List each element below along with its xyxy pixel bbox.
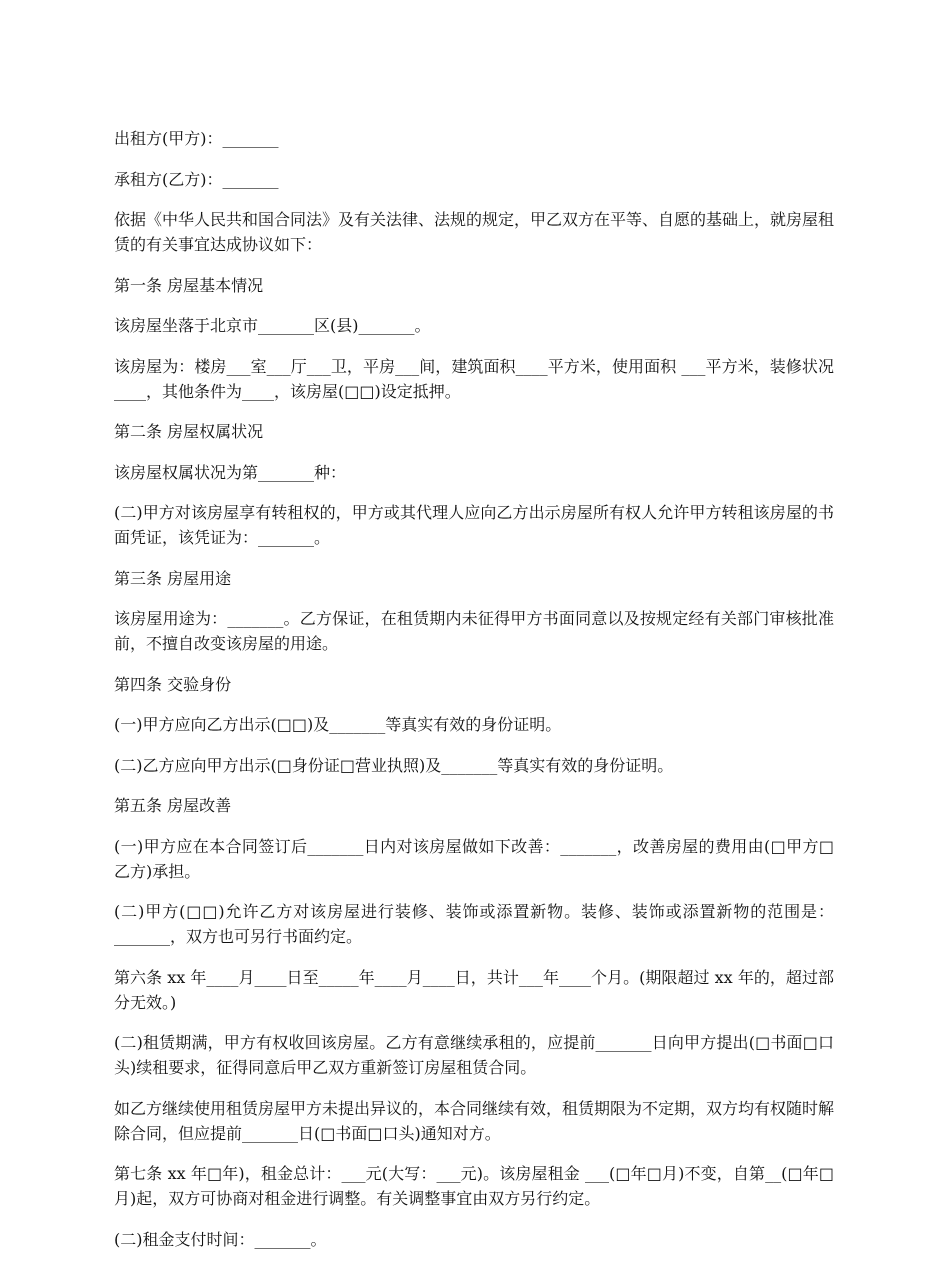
ownership-status-paragraph: 该房屋权属状况为第_______种： <box>114 462 347 482</box>
article-3-heading: 第三条 房屋用途 <box>114 568 232 588</box>
article-5-heading: 第五条 房屋改善 <box>114 796 232 815</box>
improvement-paragraph-1: (一)甲方应在本合同签订后_______日内对该房屋做如下改善：_______，改善房屋的费用由(□甲方□乙方)承担。 <box>114 836 834 881</box>
contract-page <box>114 126 834 1267</box>
house-details-paragraph: 该房屋为：楼房___室___厅___卫，平房___间，建筑面积____平方米，使用面积 ___平方米，装修状况____，其他条件为____，该房屋(□□)设定抵押。 <box>114 356 834 401</box>
house-usage-paragraph: 该房屋用途为：_______。乙方保证，在租赁期内未征得甲方书面同意以及按规定经有关部门审核批准前，不擅自改变该房屋的用途。 <box>114 609 834 653</box>
article-4-heading: 第四条 交验身份 <box>114 674 232 694</box>
article-7-rent-paragraph: 第七条 xx 年□年)，租金总计：___元(大写：___元)。该房屋租金 ___(□年□月)不变，自第__(□年□月)起，双方可协商对租金进行调整。有关调整事宜由双方另行约定。 <box>114 1164 834 1208</box>
preamble-paragraph: 依据《中华人民共和国合同法》及有关法律、法规的规定，甲乙双方在平等、自愿的基础上，就房屋租赁的有关事宜达成协议如下： <box>114 210 835 254</box>
article-1-heading: 第一条 房屋基本情况 <box>114 275 264 295</box>
article-2-heading: 第二条 房屋权属状况 <box>114 422 264 441</box>
article-6-term-paragraph: 第六条 xx 年____月____日至_____年____月____日，共计___年____个月。(期限超过 xx 年的，超过部分无效。) <box>114 967 834 1012</box>
lessee-line: 承租方(乙方)：_______ <box>114 169 279 189</box>
sublease-right-paragraph: (二)甲方对该房屋享有转租权的，甲方或其代理人应向乙方出示房屋所有权人允许甲方转租该房屋的书面凭证，该凭证为：_______。 <box>114 503 834 547</box>
lessor-identity-paragraph: (一)甲方应向乙方出示(□□)及_______等真实有效的身份证明。 <box>114 715 562 734</box>
lessee-identity-paragraph: (二)乙方应向甲方出示(□身份证□营业执照)及_______等真实有效的身份证明。 <box>114 755 674 775</box>
rent-payment-time-paragraph: (二)租金支付时间：_______。 <box>114 1229 327 1249</box>
continued-use-paragraph: 如乙方继续使用租赁房屋甲方未提出异议的，本合同继续有效，租赁期限为不定期，双方均有权随时解除合同，但应提前_______日(□书面□口头)通知对方。 <box>114 1098 835 1143</box>
lessor-line: 出租方(甲方)：_______ <box>114 129 279 148</box>
improvement-paragraph-2: (二)甲方(□□)允许乙方对该房屋进行装修、装饰或添置新物。装修、装饰或添置新物的范围是：_______，双方也可另行书面约定。 <box>114 902 834 946</box>
lease-expiry-paragraph: (二)租赁期满，甲方有权收回该房屋。乙方有意继续承租的，应提前_______日向甲方提出(□书面□口头)续租要求，征得同意后甲乙双方重新签订房屋租赁合同。 <box>114 1033 834 1077</box>
house-location-paragraph: 该房屋坐落于北京市_______区(县)_______。 <box>114 316 431 335</box>
